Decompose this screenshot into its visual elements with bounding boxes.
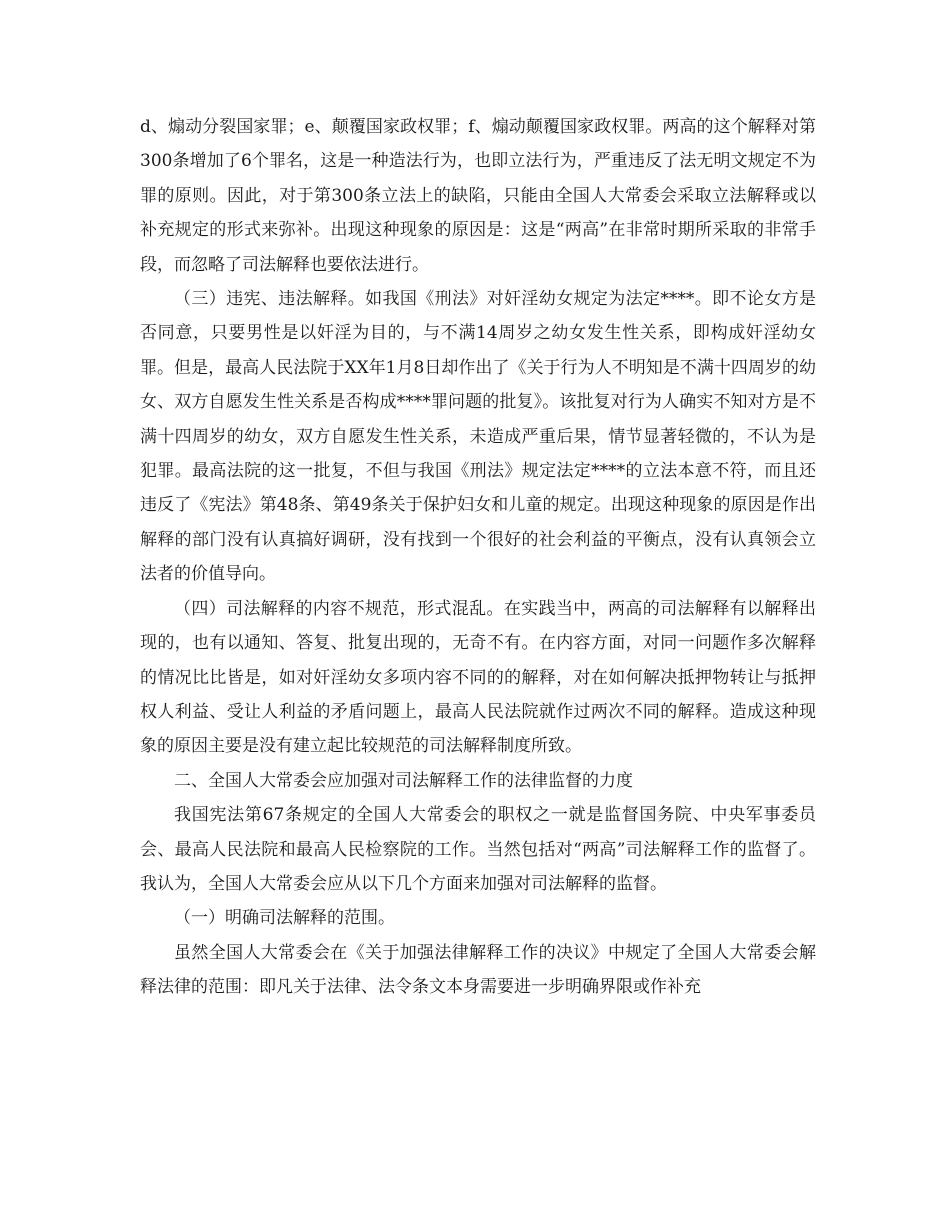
paragraph-2: （三）违宪、违法解释。如我国《刑法》对奸淫幼女规定为法定****。即不论女方是否同意，只要男性是以奸淫为目的，与不满14周岁之幼女发生性关系，即构成奸淫幼女罪。但是，最高人民法院于XX年1月8日却作出了《关于行为人不明知是不满十四周岁的幼女、双方自愿发生性关系是否构成****罪问题的批复》。该批复对行为人确实不知对方是不满十四周岁的幼女，双方自愿发生性关系，未造成严重后果，情节显著轻微的，不认为是犯罪。最高法院的这一批复，不但与我国《刑法》规定法定****的立法本意不符，而且还违反了《宪法》第48条、第49条关于保护妇女和儿童的规定。出现这种现象的原因是作出解释的部门没有认真搞好调研，没有找到一个很好的社会利益的平衡点，没有认真领会立法者的价值导向。 bbox=[140, 289, 816, 585]
document-page bbox=[140, 110, 816, 1005]
paragraph-3: （四）司法解释的内容不规范，形式混乱。在实践当中，两高的司法解释有以解释出现的，也有以通知、答复、批复出现的，无奇不有。在内容方面，对同一问题作多次解释的情况比比皆是，如对奸淫幼女多项内容不同的的解释，对在如何解决抵押物转让与抵押权人利益、受让人利益的矛盾问题上，最高人民法院就作过两次不同的解释。造成这种现象的原因主要是没有建立起比较规范的司法解释制度所致。 bbox=[140, 598, 816, 757]
subsection-heading: （一）明确司法解释的范围。 bbox=[174, 908, 395, 929]
section-heading: 二、全国人大常委会应加强对司法解释工作的法律监督的力度 bbox=[174, 770, 633, 791]
paragraph-4: 我国宪法第67条规定的全国人大常委会的职权之一就是监督国务院、中央军事委员会、最高人民法院和最高人民检察院的工作。当然包括对“两高”司法解释工作的监督了。我认为，全国人大常委会应从以下几个方面来加强对司法解释的监督。 bbox=[140, 805, 816, 894]
paragraph-5: 虽然全国人大常委会在《关于加强法律解释工作的决议》中规定了全国人大常委会解释法律的范围：即凡关于法律、法令条文本身需要进一步明确界限或作补充 bbox=[140, 942, 816, 998]
paragraph-1: d、煽动分裂国家罪；e、颠覆国家政权罪；f、煽动颠覆国家政权罪。两高的这个解释对第300条增加了6个罪名，这是一种造法行为，也即立法行为，严重违反了法无明文规定不为罪的原则。因此，对于第300条立法上的缺陷，只能由全国人大常委会采取立法解释或以补充规定的形式来弥补。出现这种现象的原因是：这是“两高”在非常时期所采取的非常手段，而忽略了司法解释也要依法进行。 bbox=[140, 117, 816, 275]
